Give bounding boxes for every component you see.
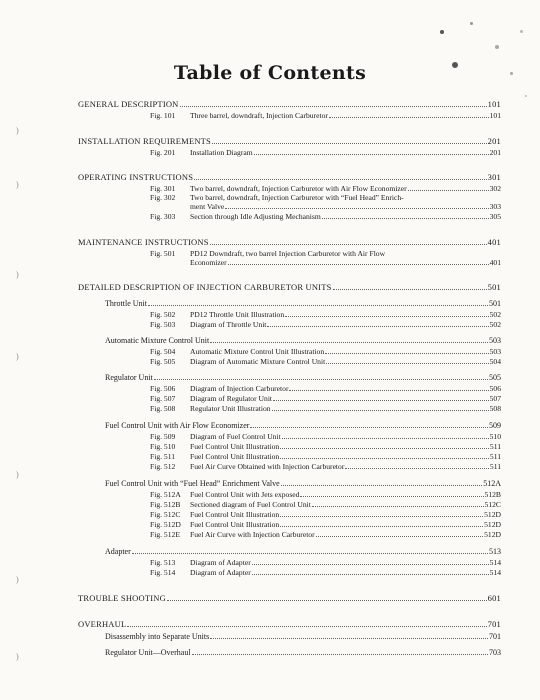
page-number: 512D bbox=[484, 530, 501, 539]
figure-number: Fig. 303 bbox=[150, 212, 176, 221]
dot-leader bbox=[408, 190, 489, 191]
dot-leader bbox=[272, 410, 489, 411]
dot-leader bbox=[250, 427, 488, 428]
page-number: 512B bbox=[484, 490, 501, 499]
figure-number: Fig. 513 bbox=[150, 558, 176, 567]
page-number: 508 bbox=[489, 404, 501, 413]
toc-figure-503[interactable] bbox=[150, 320, 501, 329]
page-number: 303 bbox=[489, 202, 501, 211]
dot-leader bbox=[333, 289, 487, 290]
entry-label: Disassembly into Separate Units bbox=[105, 632, 210, 641]
dot-leader bbox=[282, 438, 489, 439]
toc-figure-502[interactable] bbox=[150, 310, 501, 319]
figure-title: Two barrel, downdraft, Injection Carburetor with Air Flow Economizer bbox=[190, 184, 407, 193]
toc-figure-508[interactable] bbox=[150, 404, 501, 413]
toc-entry-installation-requirements[interactable] bbox=[78, 137, 501, 146]
margin-mark: ) bbox=[16, 352, 19, 361]
page-number: 510 bbox=[489, 432, 501, 441]
toc-figure-511[interactable] bbox=[150, 452, 501, 461]
dot-leader bbox=[345, 468, 489, 469]
dot-leader bbox=[254, 154, 489, 155]
figure-number: Fig. 512C bbox=[150, 510, 181, 519]
figure-number: Fig. 506 bbox=[150, 384, 176, 393]
scan-speck bbox=[470, 22, 473, 25]
toc-figure-501[interactable] bbox=[150, 249, 501, 258]
toc-figure-505[interactable] bbox=[150, 357, 501, 366]
page-number: 701 bbox=[487, 619, 501, 629]
figure-title: Diagram of Automatic Mixture Control Unit bbox=[190, 357, 326, 366]
figure-number: Fig. 512 bbox=[150, 462, 176, 471]
entry-label: Fuel Control Unit with Air Flow Economizer bbox=[105, 421, 250, 430]
toc-entry-fuel-control-air-flow[interactable] bbox=[105, 421, 501, 430]
figure-title: Automatic Mixture Control Unit Illustration bbox=[190, 347, 325, 356]
dot-leader bbox=[210, 638, 488, 639]
toc-entry-regulator-overhaul[interactable] bbox=[105, 648, 501, 657]
figure-number: Fig. 511 bbox=[150, 452, 176, 461]
entry-label: INSTALLATION REQUIREMENTS bbox=[78, 136, 211, 146]
figure-number: Fig. 201 bbox=[150, 148, 176, 157]
figure-number: Fig. 301 bbox=[150, 184, 176, 193]
toc-entry-overhaul[interactable] bbox=[78, 620, 501, 629]
page-number: 502 bbox=[489, 320, 501, 329]
entry-label: TROUBLE SHOOTING bbox=[78, 593, 166, 603]
dot-leader bbox=[192, 654, 488, 655]
toc-entry-detailed-description[interactable] bbox=[78, 283, 501, 292]
page-number: 512D bbox=[484, 520, 501, 529]
page-number: 501 bbox=[487, 282, 501, 292]
page-number: 201 bbox=[489, 148, 501, 157]
scan-speck bbox=[440, 30, 444, 34]
page-number: 601 bbox=[487, 593, 501, 603]
figure-number: Fig. 509 bbox=[150, 432, 176, 441]
dot-leader bbox=[289, 390, 488, 391]
dot-leader bbox=[280, 516, 483, 517]
page-number: 701 bbox=[489, 632, 501, 641]
toc-figure-514[interactable] bbox=[150, 568, 501, 577]
page-number: 101 bbox=[487, 99, 501, 109]
page-number: 503 bbox=[489, 336, 501, 345]
page-number: 506 bbox=[489, 384, 501, 393]
dot-leader bbox=[280, 448, 489, 449]
margin-mark: ) bbox=[16, 180, 19, 189]
toc-figure-101[interactable] bbox=[150, 111, 501, 120]
entry-label: Regulator Unit bbox=[105, 373, 153, 382]
page-number: 511 bbox=[489, 452, 501, 461]
page-number: 703 bbox=[489, 648, 501, 657]
toc-entry-general-description[interactable] bbox=[78, 100, 501, 109]
dot-leader bbox=[316, 536, 483, 537]
figure-title: Fuel Air Curve Obtained with Injection Carburetor bbox=[190, 462, 345, 471]
toc-figure-507[interactable] bbox=[150, 394, 501, 403]
toc-figure-301[interactable] bbox=[150, 184, 501, 193]
dot-leader bbox=[148, 305, 488, 306]
figure-title: PD12 Throttle Unit Illustration bbox=[190, 310, 285, 319]
entry-label: OPERATING INSTRUCTIONS bbox=[78, 172, 194, 182]
toc-figure-512[interactable] bbox=[150, 462, 501, 471]
page-number: 401 bbox=[489, 258, 501, 267]
dot-leader bbox=[312, 506, 484, 507]
scan-speck bbox=[520, 30, 523, 33]
figure-number: Fig. 512A bbox=[150, 490, 181, 499]
page-number: 101 bbox=[489, 111, 501, 120]
toc-figure-512a[interactable] bbox=[150, 490, 501, 499]
page-number: 505 bbox=[489, 373, 501, 382]
dot-leader bbox=[322, 218, 489, 219]
dot-leader bbox=[154, 379, 488, 380]
figure-title: Diagram of Adapter bbox=[190, 558, 251, 567]
entry-label: GENERAL DESCRIPTION bbox=[78, 99, 179, 109]
page-number: 507 bbox=[489, 394, 501, 403]
figure-title: Fuel Control Unit Illustration bbox=[190, 452, 280, 461]
figure-number: Fig. 508 bbox=[150, 404, 176, 413]
page-number: 502 bbox=[489, 310, 501, 319]
dot-leader bbox=[212, 143, 487, 144]
margin-mark: ) bbox=[16, 126, 19, 135]
figure-number: Fig. 501 bbox=[150, 249, 176, 258]
dot-leader bbox=[273, 400, 489, 401]
dot-leader bbox=[280, 526, 483, 527]
page-number: 512C bbox=[484, 500, 501, 509]
toc-figure-509[interactable] bbox=[150, 432, 501, 441]
dot-leader bbox=[132, 553, 488, 554]
scan-speck bbox=[495, 45, 499, 49]
figure-number: Fig. 510 bbox=[150, 442, 176, 451]
figure-title: Regulator Unit Illustration bbox=[190, 404, 271, 413]
entry-label: Throttle Unit bbox=[105, 299, 147, 308]
dot-leader bbox=[326, 363, 488, 364]
page-number: 301 bbox=[487, 172, 501, 182]
toc-entry-disassembly[interactable] bbox=[105, 632, 501, 641]
dot-leader bbox=[228, 264, 489, 265]
toc-figure-506[interactable] bbox=[150, 384, 501, 393]
page-number: 514 bbox=[489, 558, 501, 567]
figure-title: Two barrel, downdraft, Injection Carburetor with “Fuel Head” Enrich- bbox=[190, 193, 404, 202]
dot-leader bbox=[194, 179, 486, 180]
entry-label: MAINTENANCE INSTRUCTIONS bbox=[78, 237, 209, 247]
toc-figure-201[interactable] bbox=[150, 148, 501, 157]
toc-figure-512c[interactable] bbox=[150, 510, 501, 519]
figure-number: Fig. 512D bbox=[150, 520, 181, 529]
toc-figure-504[interactable] bbox=[150, 347, 501, 356]
figure-title: Fuel Control Unit Illustration bbox=[190, 520, 280, 529]
figure-title: Fuel Control Unit with Jets exposed bbox=[190, 490, 300, 499]
page-title: Table of Contents bbox=[173, 62, 367, 84]
entry-label: Regulator Unit—Overhaul bbox=[105, 648, 191, 657]
figure-title: Sectioned diagram of Fuel Control Unit bbox=[190, 500, 311, 509]
dot-leader bbox=[180, 106, 487, 107]
figure-title: Installation Diagram bbox=[190, 148, 253, 157]
page-number: 503 bbox=[489, 347, 501, 356]
dot-leader bbox=[167, 600, 487, 601]
dot-leader bbox=[280, 458, 489, 459]
figure-number: Fig. 512E bbox=[150, 530, 180, 539]
figure-title: Diagram of Injection Carburetor bbox=[190, 384, 289, 393]
dot-leader bbox=[281, 485, 483, 486]
page-number: 501 bbox=[489, 299, 501, 308]
figure-number: Fig. 512B bbox=[150, 500, 181, 509]
entry-label: Adapter bbox=[105, 547, 131, 556]
page-number: 401 bbox=[487, 237, 501, 247]
page-number: 302 bbox=[489, 184, 501, 193]
figure-title: Diagram of Throttle Unit bbox=[190, 320, 267, 329]
figure-number: Fig. 504 bbox=[150, 347, 176, 356]
figure-number: Fig. 302 bbox=[150, 193, 176, 202]
toc-figure-303[interactable] bbox=[150, 212, 501, 221]
page-number: 513 bbox=[489, 547, 501, 556]
margin-mark: ) bbox=[16, 652, 19, 661]
figure-number: Fig. 507 bbox=[150, 394, 176, 403]
figure-title: Fuel Air Curve with Injection Carburetor bbox=[190, 530, 315, 539]
toc-entry-adapter[interactable] bbox=[105, 547, 501, 556]
dot-leader bbox=[329, 117, 489, 118]
figure-title: Fuel Control Unit Illustration bbox=[190, 510, 280, 519]
page-number: 305 bbox=[489, 212, 501, 221]
page-number: 504 bbox=[489, 357, 501, 366]
toc-entry-trouble-shooting[interactable] bbox=[78, 594, 501, 603]
figure-title-continued: ment Valve bbox=[190, 202, 225, 211]
entry-label: DETAILED DESCRIPTION OF INJECTION CARBURETOR UNITS bbox=[78, 282, 332, 292]
toc-entry-fuel-control-fuel-head[interactable] bbox=[105, 479, 501, 488]
dot-leader bbox=[127, 626, 486, 627]
toc-figure-302[interactable] bbox=[150, 193, 501, 202]
toc-entry-throttle-unit[interactable] bbox=[105, 299, 501, 308]
entry-label: OVERHAUL bbox=[78, 619, 127, 629]
dot-leader bbox=[285, 316, 488, 317]
toc-figure-512b[interactable] bbox=[150, 500, 501, 509]
toc-figure-501-continued[interactable] bbox=[190, 258, 501, 267]
figure-number: Fig. 514 bbox=[150, 568, 176, 577]
figure-number: Fig. 505 bbox=[150, 357, 176, 366]
margin-mark: ) bbox=[16, 470, 19, 479]
figure-number: Fig. 101 bbox=[150, 111, 176, 120]
toc-entry-operating-instructions[interactable] bbox=[78, 173, 501, 182]
figure-title: Diagram of Adapter bbox=[190, 568, 251, 577]
page-number: 511 bbox=[489, 442, 501, 451]
dot-leader bbox=[267, 326, 488, 327]
figure-title: PD12 Downdraft, two barrel Injection Carburetor with Air Flow bbox=[190, 249, 386, 258]
figure-title-continued: Economizer bbox=[190, 258, 227, 267]
dot-leader bbox=[210, 244, 487, 245]
dot-leader bbox=[300, 496, 483, 497]
dot-leader bbox=[325, 353, 488, 354]
toc-figure-302-continued[interactable] bbox=[190, 202, 501, 211]
figure-number: Fig. 503 bbox=[150, 320, 176, 329]
page-number: 514 bbox=[489, 568, 501, 577]
entry-label: Automatic Mixture Control Unit bbox=[105, 336, 210, 345]
toc-figure-513[interactable] bbox=[150, 558, 501, 567]
page-number: 509 bbox=[489, 421, 501, 430]
figure-title: Diagram of Fuel Control Unit bbox=[190, 432, 281, 441]
entry-label: Fuel Control Unit with “Fuel Head” Enrichment Valve bbox=[105, 479, 280, 488]
figure-title: Fuel Control Unit Illustration bbox=[190, 442, 280, 451]
figure-number: Fig. 502 bbox=[150, 310, 176, 319]
toc-figure-512d[interactable] bbox=[150, 520, 501, 529]
dot-leader bbox=[252, 574, 489, 575]
toc-entry-automatic-mixture-control-unit[interactable] bbox=[105, 336, 501, 345]
figure-title: Three barrel, downdraft, Injection Carburetor bbox=[190, 111, 328, 120]
dot-leader bbox=[252, 564, 489, 565]
page-number: 201 bbox=[487, 136, 501, 146]
scan-speck bbox=[525, 95, 527, 97]
margin-mark: ) bbox=[16, 575, 19, 584]
toc-figure-510[interactable] bbox=[150, 442, 501, 451]
page-number: 512A bbox=[483, 479, 501, 488]
toc-entry-regulator-unit[interactable] bbox=[105, 373, 501, 382]
dot-leader bbox=[210, 342, 488, 343]
toc-figure-512e[interactable] bbox=[150, 530, 501, 539]
dot-leader bbox=[225, 208, 488, 209]
page-number: 512D bbox=[484, 510, 501, 519]
figure-title: Section through Idle Adjusting Mechanism bbox=[190, 212, 321, 221]
margin-mark: ) bbox=[16, 270, 19, 279]
page-number: 511 bbox=[489, 462, 501, 471]
figure-title: Diagram of Regulator Unit bbox=[190, 394, 273, 403]
toc-entry-maintenance-instructions[interactable] bbox=[78, 238, 501, 247]
